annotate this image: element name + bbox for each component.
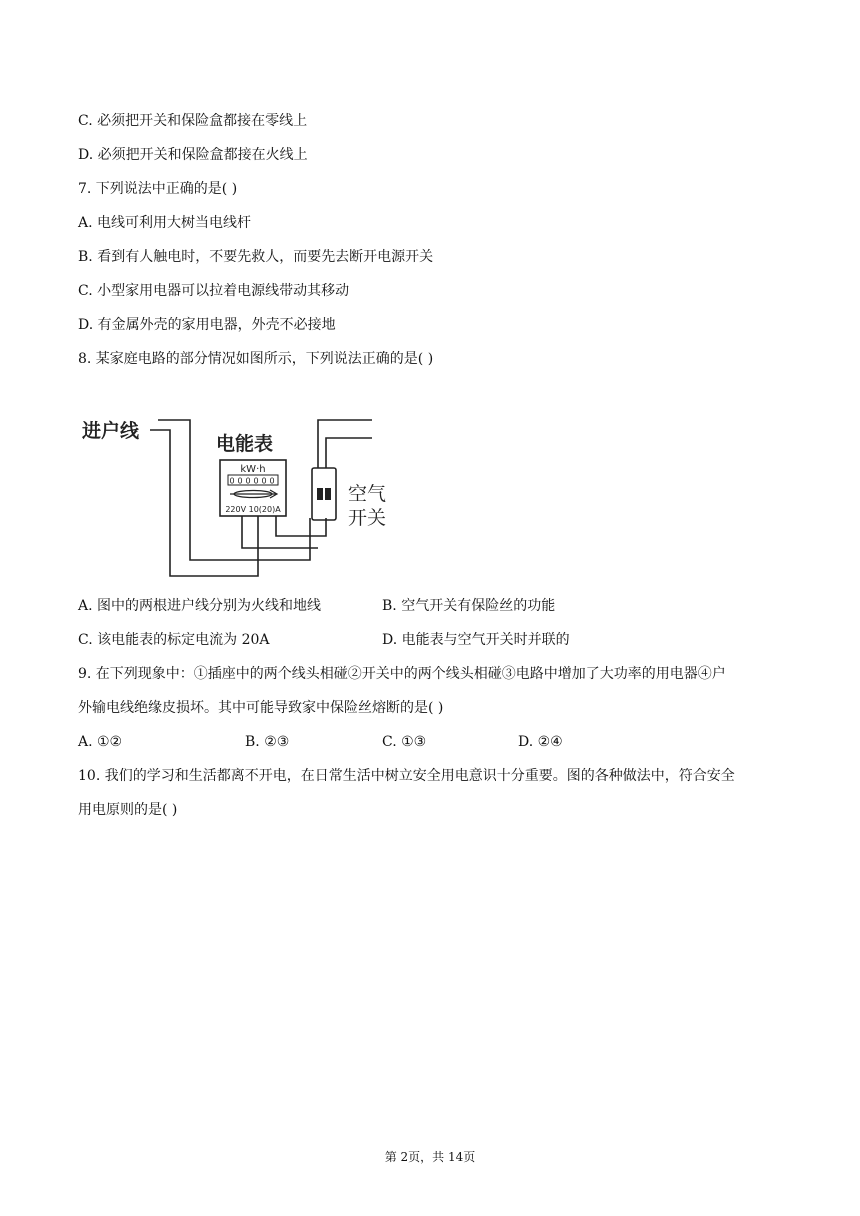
- q7-option-d: D. 有金属外壳的家用电器，外壳不必接地: [78, 317, 336, 333]
- meter-rating: 220V 10(20)A: [225, 505, 281, 514]
- q9-option-c: C. ①③: [382, 734, 427, 750]
- page-footer: 第 2页，共 14页: [384, 1150, 476, 1164]
- meter-digit: 0: [261, 476, 267, 486]
- q9-option-b: B. ②③: [245, 734, 290, 750]
- q10-stem-line1: 10. 我们的学习和生活都离不开电，在日常生活中树立安全用电意识十分重要。图的各种做法中，符合安全: [78, 768, 735, 784]
- q7-option-a: A. 电线可利用大树当电线杆: [78, 215, 252, 231]
- q7-option-b: B. 看到有人触电时，不要先救人，而要先去断开电源开关: [78, 249, 434, 265]
- air-switch-label-2: 开关: [348, 507, 387, 529]
- air-switch-label-1: 空气: [348, 483, 387, 505]
- meter-digit: 0: [229, 476, 235, 486]
- meter-label: 电能表: [216, 433, 274, 455]
- q8-option-d: D. 电能表与空气开关时并联的: [382, 632, 570, 648]
- incoming-line-label: 进户线: [82, 420, 140, 442]
- q8-option-b: B. 空气开关有保险丝的功能: [382, 598, 556, 614]
- q9-stem-line1: 9. 在下列现象中：①插座中的两个线头相碰②开关中的两个线头相碰③电路中增加了大功率的用电器④户: [78, 666, 726, 682]
- q9-stem-line2: 外输电线绝缘皮损坏。其中可能导致家中保险丝熔断的是( ): [78, 700, 444, 716]
- meter-disc: [230, 490, 277, 498]
- q6-option-d: D. 必须把开关和保险盒都接在火线上: [78, 147, 308, 163]
- meter-digit: 0: [237, 476, 243, 486]
- q9-option-d: D. ②④: [518, 734, 563, 750]
- q9-option-a: A. ①②: [78, 734, 123, 750]
- q7-stem: 7. 下列说法中正确的是( ): [78, 181, 238, 197]
- meter-digit: 0: [253, 476, 259, 486]
- meter-counter: [228, 475, 278, 486]
- q8-option-c: C. 该电能表的标定电流为 20A: [78, 632, 270, 648]
- q8-stem: 8. 某家庭电路的部分情况如图所示，下列说法正确的是( ): [78, 351, 434, 367]
- circuit-diagram: [80, 408, 420, 588]
- q8-option-a: A. 图中的两根进户线分别为火线和地线: [78, 598, 322, 614]
- q10-stem-line2: 用电原则的是( ): [78, 802, 178, 818]
- meter-digit: 0: [245, 476, 251, 486]
- q7-option-c: C. 小型家用电器可以拉着电源线带动其移动: [78, 283, 350, 299]
- meter-digit: 0: [269, 476, 275, 486]
- q6-option-c: C. 必须把开关和保险盒都接在零线上: [78, 113, 308, 129]
- meter-unit: kW·h: [240, 464, 266, 475]
